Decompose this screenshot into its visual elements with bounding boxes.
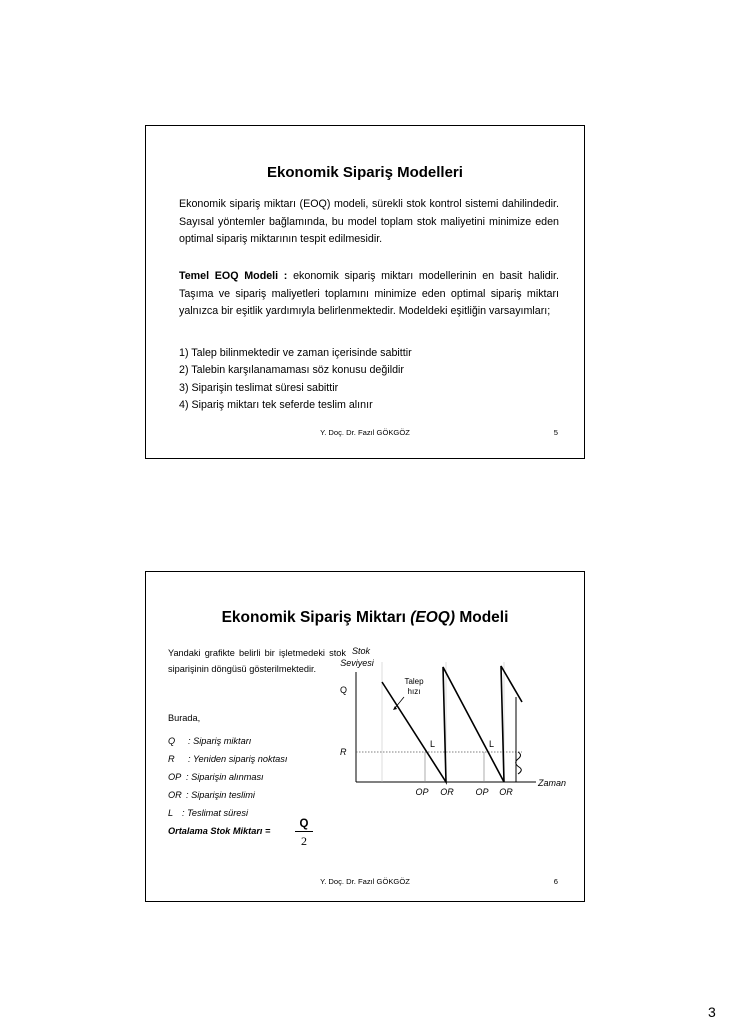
- list-item: 3) Siparişin teslimat süresi sabittir: [179, 381, 339, 394]
- x-tick-label-op: OP: [415, 787, 429, 797]
- footer-author: Y. Doç. Dr. Fazıl GÖKGÖZ: [320, 877, 410, 886]
- lead-time-label: L: [430, 739, 436, 749]
- page-number: 3: [708, 1004, 716, 1020]
- footer-author: Y. Doç. Dr. Fazıl GÖKGÖZ: [320, 428, 410, 437]
- list-item: [168, 804, 287, 822]
- definitions-list: [168, 732, 287, 822]
- eoq-model-lead: Temel EOQ Modeli :: [179, 270, 288, 282]
- eoq-inventory-chart: [326, 642, 566, 807]
- slide-eoq-modeli: [145, 571, 585, 902]
- title-part: Modeli: [455, 609, 509, 626]
- eoq-model-body: ekonomik sipariş miktarı modellerinin en basit halidir. Taşıma ve sipariş maliyetleri toplamını minimize eden optimal sipariş miktarı yalnızca bir eşitlik yardımıyla belirlenmektedir. Modeldeki eşitliğin varsayımları;: [179, 270, 559, 317]
- title-part: Ekonomik Sipariş Miktarı: [221, 609, 411, 626]
- def-desc: : Sipariş miktarı: [188, 736, 252, 746]
- average-stock-label: Ortalama Stok Miktarı =: [168, 826, 271, 836]
- slide-title: Ekonomik Sipariş Modelleri: [267, 164, 463, 181]
- def-desc: : Yeniden sipariş noktası: [188, 754, 288, 764]
- def-symbol: L: [168, 808, 174, 818]
- y-tick-label-q: Q: [340, 685, 348, 695]
- fraction-denominator: 2: [301, 834, 307, 848]
- chart-intro-text: Yandaki grafikte belirli bir işletmedeki stok siparişinin döngüsü gösterilmektedir.: [168, 648, 346, 674]
- fraction-bar: [295, 831, 313, 832]
- slide-ekonomik-siparis-modelleri: [145, 125, 585, 459]
- inventory-sawtooth-line: [382, 666, 522, 782]
- def-desc: : Siparişin teslimi: [186, 790, 255, 800]
- def-symbol: Q: [168, 736, 176, 746]
- list-item: [168, 768, 287, 786]
- y-tick-label-r: R: [340, 747, 347, 757]
- eoq-model-paragraph: [179, 268, 559, 321]
- intro-paragraph: Ekonomik sipariş miktarı (EOQ) modeli, sürekli stok kontrol sistemi dahilindedir. Sayısal yöntemler bağlamında, bu model toplam stok maliyetini minimize eden optimal sipariş miktarının tespit edilmesidir.: [179, 198, 559, 245]
- fraction-numerator: Q: [299, 818, 309, 830]
- y-axis-label-line1: Stok: [351, 646, 371, 656]
- average-stock-fraction: [295, 818, 313, 849]
- burada-label: Burada,: [168, 713, 201, 723]
- list-item: [168, 750, 287, 768]
- def-symbol: OR: [168, 790, 182, 800]
- list-item: 1) Talep bilinmektedir ve zaman içerisinde sabittir: [179, 347, 412, 359]
- assumptions-list: [179, 345, 559, 414]
- annotation-line1: Talep: [404, 677, 424, 686]
- def-symbol: R: [168, 754, 175, 764]
- y-axis-label-line2: Seviyesi: [340, 658, 374, 668]
- def-desc: : Teslimat süresi: [182, 808, 249, 818]
- axis-break-mark: [516, 752, 522, 774]
- x-tick-label-or: OR: [499, 787, 513, 797]
- annotation-arrow: [395, 697, 404, 708]
- title-eoq: (EOQ): [410, 609, 456, 626]
- x-tick-label-op: OP: [475, 787, 489, 797]
- list-item: 4) Sipariş miktarı tek seferde teslim alınır: [179, 398, 373, 411]
- slide-title: [146, 609, 584, 627]
- x-axis-label: Zaman: [538, 778, 566, 788]
- def-symbol: OP: [168, 772, 182, 782]
- x-tick-label-or: OR: [440, 787, 454, 797]
- lead-time-label: L: [489, 739, 495, 749]
- list-item: [168, 732, 287, 750]
- annotation-line2: hızı: [407, 687, 421, 696]
- footer-page-number: 6: [553, 877, 558, 886]
- def-desc: : Siparişin alınması: [186, 772, 264, 782]
- footer-page-number: 5: [553, 428, 558, 437]
- list-item: [168, 786, 287, 804]
- list-item: 2) Talebin karşılanamaması söz konusu değildir: [179, 364, 404, 377]
